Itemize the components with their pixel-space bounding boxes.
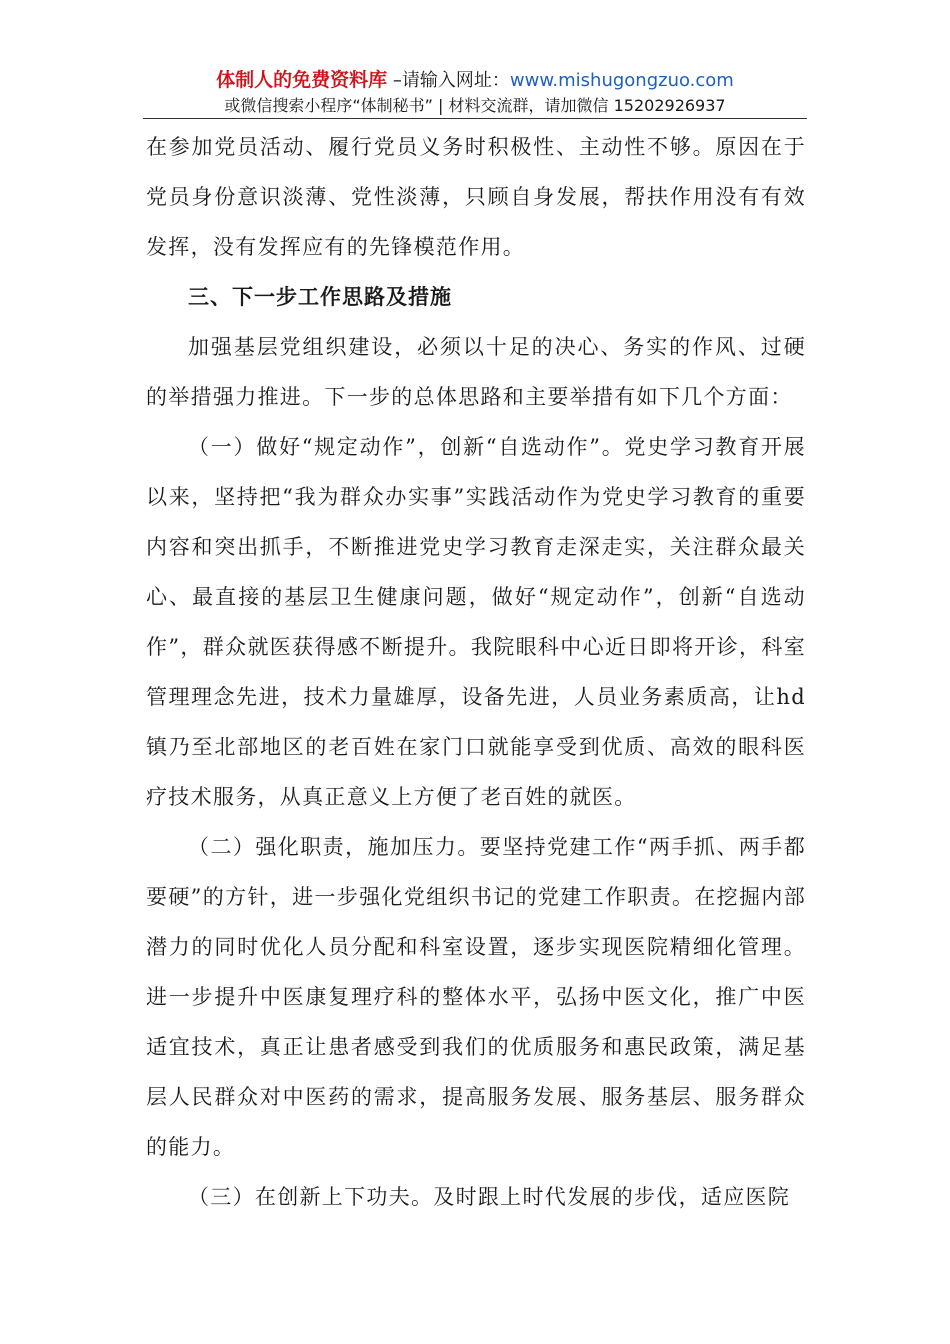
header-divider [143, 118, 807, 119]
paragraph-item-3: （三）在创新上下功夫。及时跟上时代发展的步伐，适应医院 [188, 1185, 791, 1209]
header-line-2: 或微信搜索小程序“体制秘书” | 材料交流群，请加微信 15202926937 [224, 96, 726, 115]
section-heading: 三、下一步工作思路及措施 [188, 285, 452, 309]
paragraph-continuation: 在参加党员活动、履行党员义务时积极性、主动性不够。原因在于党员身份意识淡薄、党性淡薄，只顾自身发展，帮扶作用没有有效发挥，没有发挥应有的先锋模范作用。 [146, 135, 806, 259]
page-header [0, 68, 950, 117]
paragraph-item-1: （一）做好“规定动作”，创新“自选动作”。党史学习教育开展以来，坚持把“我为群众办实事”实践活动作为党史学习教育的重要内容和突出抓手，不断推进党史学习教育走深走实，关注群众最关心、最直接的基层卫生健康问题，做好“规定动作”，创新“自选动作”，群众就医获得感不断提升。我院眼科中心近日即将开诊，科室管理理念先进，技术力量雄厚，设备先进，人员业务素质高，让hd镇乃至北部地区的老百姓在家门口就能享受到优质、高效的眼科医疗技术服务，从真正意义上方便了老百姓的就医。 [146, 435, 806, 809]
header-line-1 [0, 68, 950, 93]
header-brand: 体制人的免费资料库 [216, 69, 388, 91]
header-url-link[interactable]: www.mishugongzuo.com [509, 70, 734, 91]
paragraph-item-2: （二）强化职责，施加压力。要坚持党建工作“两手抓、两手都要硬”的方针，进一步强化党组织书记的党建工作职责。在挖掘内部潜力的同时优化人员分配和科室设置，逐步实现医院精细化管理。进一步提升中医康复理疗科的整体水平，弘扬中医文化，推广中医适宜技术，真正让患者感受到我们的优质服务和惠民政策，满足基层人民群众对中医药的需求，提高服务发展、服务基层、服务群众的能力。 [146, 835, 806, 1159]
header-url-prompt: –请输入网址： [387, 70, 510, 91]
document-body [146, 122, 806, 1222]
paragraph-intro: 加强基层党组织建设，必须以十足的决心、务实的作风、过硬的举措强力推进。下一步的总体思路和主要举措有如下几个方面： [146, 335, 806, 409]
